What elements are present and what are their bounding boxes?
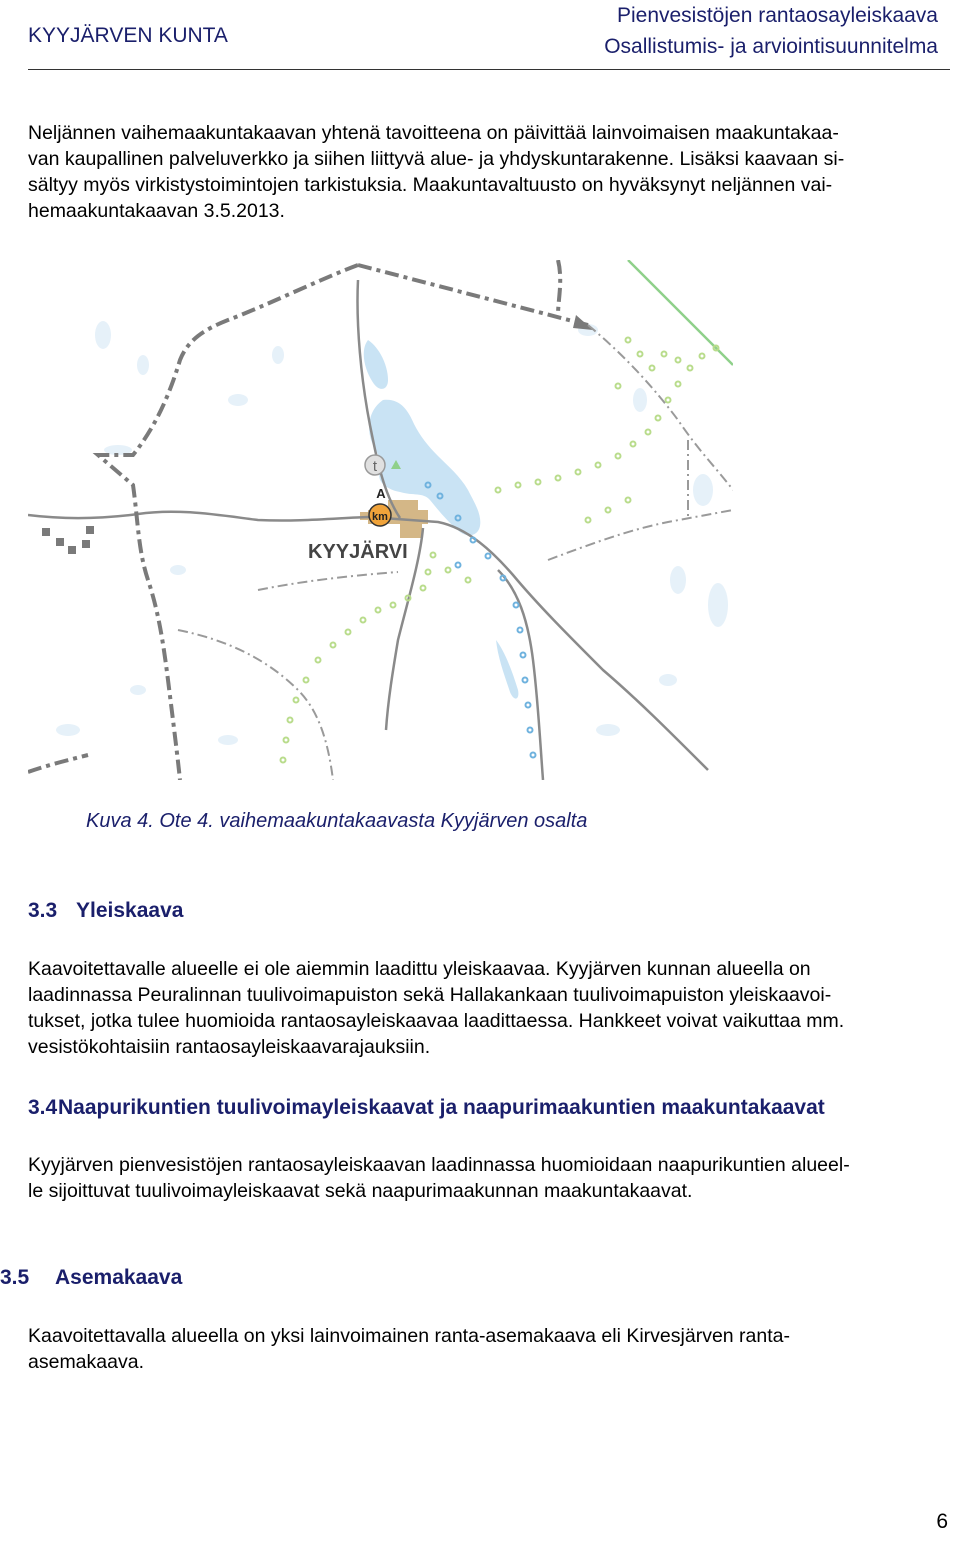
section-line: le sijoittuvat tuulivoimayleiskaavat sekä naapurimaakunnan maakuntakaavat. [28, 1180, 693, 1202]
a-symbol-label: A [376, 486, 386, 501]
intro-paragraph [28, 120, 844, 224]
section-line: vesistökohtaisiin rantaosayleiskaavarajauksiin. [28, 1036, 431, 1058]
section-title: Naapurikuntien tuulivoimayleiskaavat ja naapurimaakuntien maakuntakaavat [58, 1096, 825, 1119]
section-paragraph [28, 1323, 790, 1375]
header-right [604, 0, 938, 62]
intro-line: hemaakuntakaavan 3.5.2013. [28, 200, 285, 222]
section-heading [0, 1266, 182, 1290]
town-label: KYYJÄRVI [308, 541, 408, 563]
section-paragraph [28, 956, 844, 1060]
section-line: tukset, jotka tulee huomioida rantaosayleiskaavaa laadittaessa. Hankkeet voivat vaikuttaa mm. [28, 1010, 845, 1032]
section-number: 3.5 [0, 1266, 30, 1289]
section-number: 3.3 [28, 899, 58, 922]
km-symbol-label: km [372, 511, 388, 523]
header-municipality: KYYJÄRVEN KUNTA [28, 24, 228, 47]
section-paragraph [28, 1152, 850, 1204]
header-document-type: Osallistumis- ja arviointisuunnitelma [604, 35, 938, 58]
intro-line: sältyy myös virkistystoimintojen tarkistuksia. Maakuntavaltuusto on hyväksynyt neljännen vai- [28, 174, 833, 196]
figure-caption: Kuva 4. Ote 4. vaihemaakuntakaavasta Kyyjärven osalta [86, 810, 588, 832]
section-line: Kaavoitettavalle alueelle ei ole aiemmin laadittu yleiskaavaa. Kyyjärven kunnan alueella on [28, 958, 811, 980]
section-line: asemakaava. [28, 1351, 144, 1373]
section-number: 3.4 [28, 1096, 58, 1119]
section-heading [28, 899, 183, 923]
page-number: 6 [936, 1510, 948, 1533]
section-heading [28, 1096, 825, 1120]
section-line: laadinnassa Peuralinnan tuulivoimapuiston sekä Hallakankaan tuulivoimapuiston yleiskaavoi- [28, 984, 832, 1006]
intro-line: Neljännen vaihemaakuntakaavan yhtenä tavoitteena on päivittää lainvoimaisen maakuntakaa- [28, 122, 839, 144]
section-title: Yleiskaava [76, 899, 184, 922]
header-divider [28, 69, 950, 70]
regional-plan-map [28, 260, 733, 780]
section-line: Kyyjärven pienvesistöjen rantaosayleiskaavan laadinnassa huomioidaan naapurikuntien alueel- [28, 1154, 850, 1176]
header-plan-title: Pienvesistöjen rantaosayleiskaava [616, 4, 938, 27]
section-line: Kaavoitettavalla alueella on yksi lainvoimainen ranta-asemakaava eli Kirvesjärven ranta- [28, 1325, 790, 1347]
section-title: Asemakaava [55, 1266, 183, 1289]
t-symbol-label: t [372, 458, 378, 475]
intro-line: van kaupallinen palveluverkko ja siihen liittyvä alue- ja yhdyskuntarakenne. Lisäksi kaavaan si- [28, 148, 845, 170]
